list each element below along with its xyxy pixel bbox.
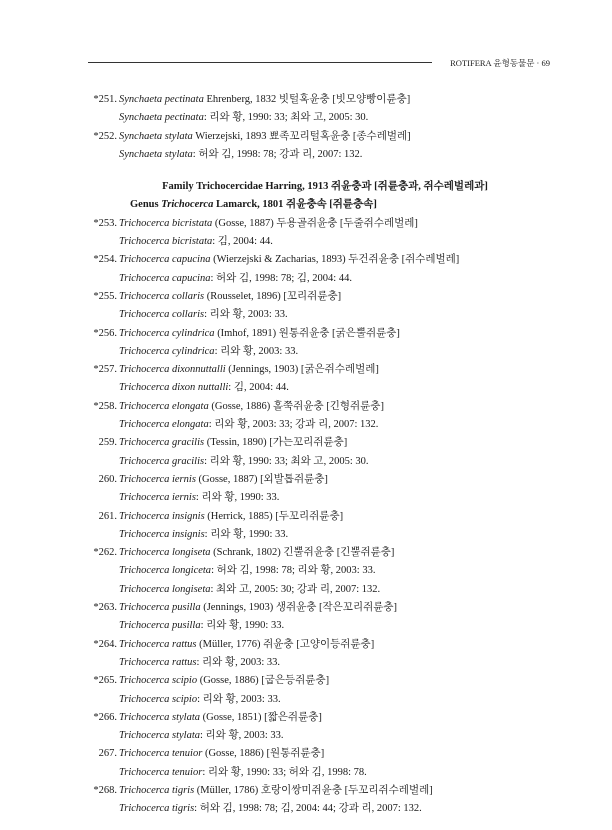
species-name: insignis: [171, 510, 205, 522]
genus-name: Trichocerca: [119, 473, 170, 485]
species-name: pectinata: [164, 94, 204, 105]
entry-number: *256.: [93, 327, 117, 339]
citation-line: [80, 562, 560, 580]
genus-name: Trichocerca: [119, 656, 170, 668]
species-name: rattus: [171, 638, 197, 650]
species-name: stylata: [171, 730, 200, 742]
genus-name: Trichocerca: [119, 327, 170, 339]
species-list: [80, 91, 560, 819]
entry-number: *251.: [93, 94, 117, 105]
author-and-names: (Müller, 1776) 쥐윤충 [고양이등쥐륜충]: [196, 638, 375, 650]
author-and-names: (Gosse, 1886) [원통쥐륜충]: [202, 748, 325, 760]
author-and-names: (Herrick, 1885) [두꼬리쥐륜충]: [204, 510, 344, 522]
header-text: ROTIFERA 윤형동물문 · 69: [450, 58, 550, 68]
genus-name: Synchaeta: [119, 130, 163, 142]
genus-name: Trichocerca: [119, 766, 170, 778]
entry-number: *266.: [93, 711, 117, 723]
species-name: dixonnuttalli: [171, 364, 226, 376]
species-entry: [80, 288, 560, 306]
genus-name: Synchaeta: [119, 148, 163, 160]
author-and-names: (Rousselet, 1896) [꼬리쥐륜충]: [204, 290, 342, 302]
genus-heading: [80, 196, 560, 214]
genus-name: Trichocerca: [119, 437, 170, 449]
entry-number: *258.: [93, 400, 117, 412]
species-entry: [80, 128, 560, 146]
entry-number: 259.: [98, 437, 117, 449]
citation-text: : 리와 황, 1990: 33.: [200, 620, 285, 632]
citation-line: [80, 581, 560, 599]
citation-line: [80, 654, 560, 672]
entry-number: *263.: [93, 602, 117, 614]
citation-text: : 리와 황, 1990: 33; 최와 고, 2005: 30.: [203, 112, 369, 124]
family-heading: Family Trichocercidae Harring, 1913 쥐윤충과 [쥐륜충과, 쥐수레벌레과]: [162, 181, 488, 193]
genus-name: Trichocerca: [119, 254, 170, 266]
citation-line: [80, 764, 560, 782]
genus-name: Trichocerca: [119, 510, 170, 522]
species-entry: [80, 709, 560, 727]
entry-number: *268.: [93, 784, 117, 796]
author-and-names: (Jennings, 1903) 생쥐윤충 [작은꼬리쥐륜충]: [200, 602, 398, 614]
author-and-names: Wierzejski, 1893 뾰족꼬리털혹윤충 [종수레벌레]: [192, 130, 411, 142]
species-entry: [80, 398, 560, 416]
genus-name: Trichocerca: [119, 455, 170, 467]
species-name: iernis: [171, 492, 196, 504]
species-entry: [80, 471, 560, 489]
citation-line: [80, 109, 560, 127]
genus-heading-pre: Genus: [130, 199, 162, 211]
author-and-names: (Gosse, 1886) [굽은등쥐륜충]: [197, 675, 330, 687]
entry-number: 267.: [98, 748, 117, 760]
citation-text: : 리와 황, 2003: 33.: [196, 656, 281, 668]
species-name: capucina: [171, 272, 211, 284]
species-name: tenuior: [171, 766, 203, 778]
species-name: stylata: [171, 711, 200, 723]
running-header: [88, 57, 550, 69]
trichocerca-entries: [80, 215, 560, 819]
species-name: capucina: [171, 254, 211, 266]
species-name: longiseta: [171, 583, 211, 595]
species-name: iernis: [171, 473, 196, 485]
author-and-names: (Gosse, 1887) [외발톱쥐륜충]: [195, 473, 328, 485]
species-name: elongata: [171, 419, 209, 431]
genus-name: Trichocerca: [119, 382, 170, 394]
citation-text: : 리와 황, 1990: 33.: [195, 492, 280, 504]
species-name: tigris: [171, 784, 195, 796]
genus-name: Synchaeta: [119, 94, 163, 105]
genus-name: Trichocerca: [119, 675, 170, 687]
genus-name: Trichocerca: [119, 528, 170, 540]
species-entry: [80, 251, 560, 269]
species-entry: [80, 745, 560, 763]
genus-name: Trichocerca: [119, 620, 170, 632]
author-and-names: (Gosse, 1851) [짧은쥐륜충]: [199, 711, 322, 723]
entry-number: *257.: [93, 364, 117, 376]
species-name: bicristata: [171, 236, 213, 248]
genus-name: Trichocerca: [119, 290, 170, 302]
entry-number: *252.: [93, 130, 117, 142]
genus-name: Trichocerca: [119, 730, 170, 742]
author-and-names: (Müller, 1786) 호랑이쌍미쥐윤충 [두꼬리쥐수레벌레]: [194, 784, 433, 796]
author-and-names: Ehrenberg, 1832 빗털혹윤충 [빗모양빵이륜충]: [203, 94, 411, 105]
citation-line: [80, 379, 560, 397]
entry-number: *253.: [93, 217, 117, 229]
genus-name: Trichocerca: [119, 272, 170, 284]
genus-heading-name: Trichocerca: [161, 199, 214, 211]
genus-name: Trichocerca: [119, 602, 170, 614]
genus-name: Trichocerca: [119, 236, 170, 248]
citation-text: : 허와 김, 1998: 78; 김, 2004: 44.: [210, 272, 352, 284]
species-name: scipio: [171, 693, 198, 705]
species-name: bicristata: [171, 217, 213, 229]
species-name: gracilis: [171, 455, 205, 467]
species-entry: [80, 672, 560, 690]
citation-line: [80, 617, 560, 635]
species-name: stylata: [164, 130, 193, 142]
citation-line: [80, 453, 560, 471]
species-name: pusilla: [171, 620, 201, 632]
species-name: collaris: [171, 309, 205, 321]
genus-name: Synchaeta: [119, 112, 163, 124]
genus-name: Trichocerca: [119, 784, 170, 796]
species-name: dixon nuttalli: [171, 382, 229, 394]
citation-line: [80, 691, 560, 709]
entry-number: *254.: [93, 254, 117, 266]
entry-number: *264.: [93, 638, 117, 650]
genus-name: Trichocerca: [119, 711, 170, 723]
genus-name: Trichocerca: [119, 400, 170, 412]
species-name: stylata: [164, 148, 193, 160]
species-name: tigris: [171, 803, 195, 815]
species-entry: [80, 325, 560, 343]
citation-text: : 리와 황, 2003: 33; 강과 리, 2007: 132.: [208, 419, 379, 431]
genus-name: Trichocerca: [119, 638, 170, 650]
species-name: scipio: [171, 675, 198, 687]
citation-text: : 리와 황, 1990: 33; 최와 고, 2005: 30.: [204, 455, 369, 467]
citation-text: : 리와 황, 1990: 33; 허와 김, 1998: 78.: [202, 766, 367, 778]
genus-name: Trichocerca: [119, 748, 170, 760]
citation-line: [80, 489, 560, 507]
species-entry: [80, 636, 560, 654]
author-and-names: (Gosse, 1886) 홀쭉쥐윤충 [긴형쥐륜충]: [208, 400, 384, 412]
species-entry: [80, 508, 560, 526]
citation-text: : 김, 2004: 44.: [228, 382, 289, 394]
species-name: elongata: [171, 400, 209, 412]
species-entry: [80, 434, 560, 452]
citation-text: : 리와 황, 2003: 33.: [199, 730, 284, 742]
species-name: gracilis: [171, 437, 205, 449]
citation-line: [80, 727, 560, 745]
citation-text: : 리와 황, 2003: 33.: [204, 309, 288, 321]
genus-name: Trichocerca: [119, 364, 170, 376]
citation-text: : 리와 황, 2003: 33.: [214, 345, 299, 357]
species-entry: [80, 361, 560, 379]
citation-text: : 리와 황, 1990: 33.: [204, 528, 289, 540]
species-name: longiseta: [171, 547, 211, 559]
author-and-names: (Imhof, 1891) 원통쥐윤충 [굵은뿔쥐륜충]: [214, 327, 400, 339]
species-name: rattus: [171, 656, 197, 668]
genus-name: Trichocerca: [119, 583, 170, 595]
species-name: pectinata: [164, 112, 204, 124]
header-rule: [88, 62, 432, 63]
citation-text: : 허와 김, 1998: 78; 강과 리, 2007: 132.: [192, 148, 363, 160]
citation-text: : 리와 황, 2003: 33.: [197, 693, 281, 705]
species-name: insignis: [171, 528, 205, 540]
author-and-names: (Jennings, 1903) [굵은쥐수레벌레]: [225, 364, 379, 376]
species-entry: [80, 215, 560, 233]
species-name: collaris: [171, 290, 205, 302]
species-name: cylindrica: [171, 345, 215, 357]
species-entry: [80, 599, 560, 617]
entry-number: *262.: [93, 547, 117, 559]
genus-name: Trichocerca: [119, 419, 170, 431]
entry-number: 261.: [98, 510, 117, 522]
genus-name: Trichocerca: [119, 492, 170, 504]
genus-name: Trichocerca: [119, 693, 170, 705]
citation-text: : 허와 김, 1998: 78; 리와 황, 2003: 33.: [211, 565, 376, 577]
citation-line: [80, 306, 560, 324]
citation-line: [80, 800, 560, 818]
species-entry: [80, 91, 560, 109]
genus-name: Trichocerca: [119, 547, 170, 559]
genus-name: Trichocerca: [119, 345, 170, 357]
entry-number: 260.: [98, 473, 117, 485]
species-name: pusilla: [171, 602, 201, 614]
citation-line: [80, 343, 560, 361]
genus-name: Trichocerca: [119, 309, 170, 321]
genus-name: Trichocerca: [119, 217, 170, 229]
citation-line: [80, 416, 560, 434]
genus-name: Trichocerca: [119, 565, 170, 577]
species-name: tenuior: [171, 748, 203, 760]
genus-heading-post: Lamarck, 1801 쥐윤충속 [쥐륜충속]: [213, 199, 377, 211]
synchaeta-entries: [80, 91, 560, 164]
citation-line: [80, 233, 560, 251]
citation-text: : 최와 고, 2005: 30; 강과 리, 2007: 132.: [210, 583, 381, 595]
author-and-names: (Tessin, 1890) [가는꼬리쥐륜충]: [204, 437, 348, 449]
citation-line: [80, 146, 560, 164]
entry-number: *265.: [93, 675, 117, 687]
species-entry: [80, 782, 560, 800]
citation-text: : 김, 2004: 44.: [212, 236, 273, 248]
citation-text: : 허와 김, 1998: 78; 김, 2004: 44; 강과 리, 2007: 132.: [194, 803, 422, 815]
species-name: longiceta: [171, 565, 212, 577]
author-and-names: (Wierzejski & Zacharias, 1893) 두건쥐윤충 [쥐수레벌레]: [210, 254, 460, 266]
author-and-names: (Gosse, 1887) 두용골쥐윤충 [두줄쥐수레벌레]: [212, 217, 418, 229]
genus-name: Trichocerca: [119, 803, 170, 815]
author-and-names: (Schrank, 1802) 긴뿔쥐윤충 [긴뿔쥐륜충]: [210, 547, 395, 559]
citation-line: [80, 526, 560, 544]
entry-number: *255.: [93, 290, 117, 302]
species-entry: [80, 544, 560, 562]
citation-line: [80, 270, 560, 288]
species-name: cylindrica: [171, 327, 215, 339]
